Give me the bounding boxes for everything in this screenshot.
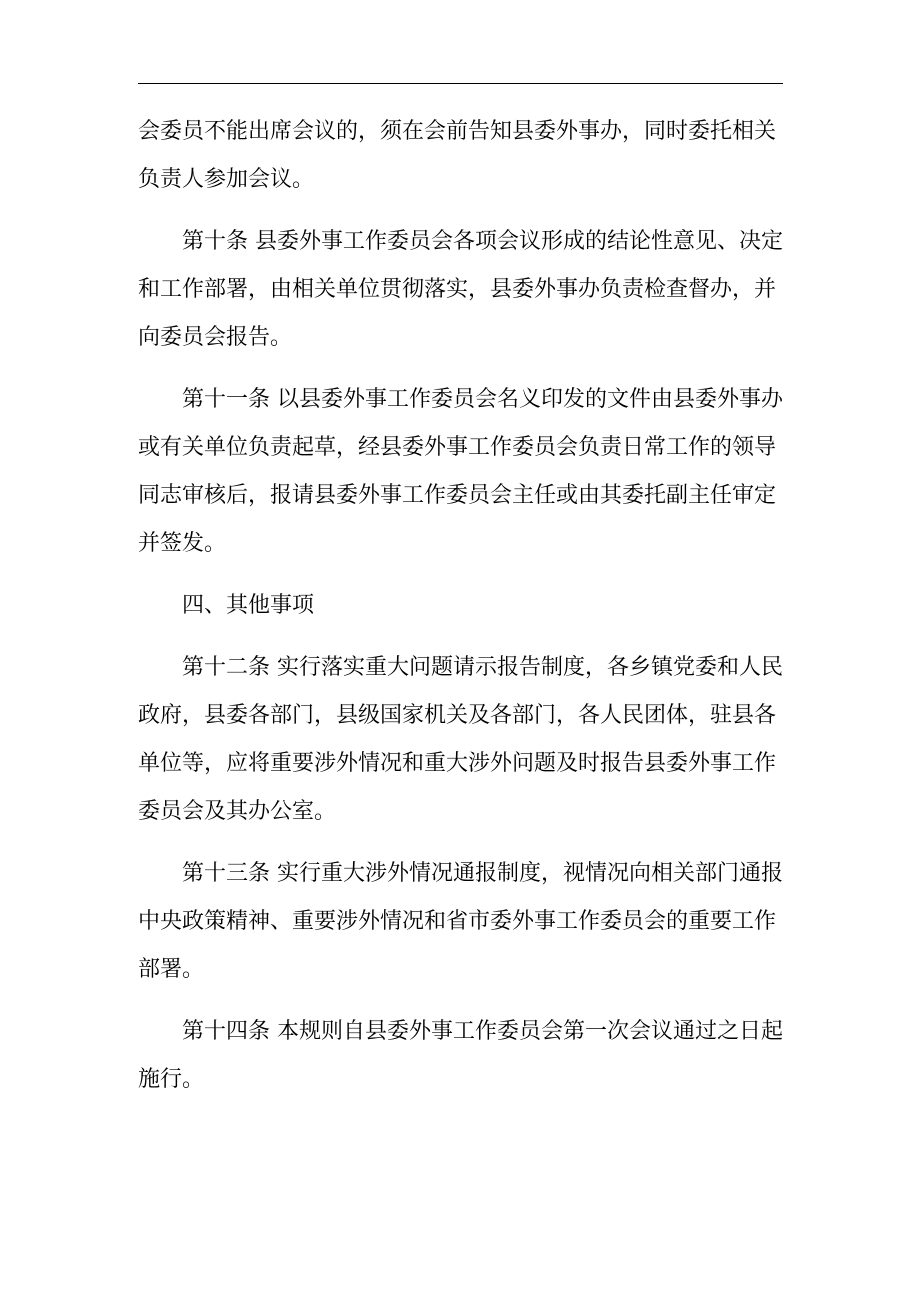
paragraph-article-13: [138, 850, 783, 994]
paragraph-article-10: [138, 218, 783, 362]
text-line: 第十一条 以县委外事工作委员会名义印发的文件由县委外事办: [182, 387, 783, 412]
text-line: 部署。: [138, 957, 205, 982]
section-heading-text: 四、其他事项: [182, 593, 315, 618]
text-line: 负责人参加会议。: [138, 167, 315, 192]
text-line: 中央政策精神、重要涉外情况和省市委外事工作委员会的重要工作: [138, 909, 777, 934]
text-line: 单位等，应将重要涉外情况和重大涉外问题及时报告县委外事工作: [138, 751, 777, 776]
text-line: 第十三条 实行重大涉外情况通报制度，视情况向相关部门通报: [182, 861, 783, 886]
text-line: 和工作部署，由相关单位贯彻落实，县委外事办负责检查督办，并: [138, 277, 777, 302]
paragraph-article-11: [138, 376, 783, 568]
document-body: [138, 108, 783, 1118]
text-line: 或有关单位负责起草，经县委外事工作委员会负责日常工作的领导: [138, 435, 777, 460]
text-line: 并签发。: [138, 531, 227, 556]
text-line: 第十四条 本规则自县委外事工作委员会第一次会议通过之日起: [182, 1019, 783, 1044]
paragraph-article-12: [138, 644, 783, 836]
header-rule: [138, 83, 783, 84]
paragraph-article-14: [138, 1008, 783, 1104]
text-line: 第十二条 实行落实重大问题请示报告制度，各乡镇党委和人民: [182, 655, 783, 680]
text-line: 向委员会报告。: [138, 325, 293, 350]
section-heading: [138, 582, 783, 630]
text-line: 第十条 县委外事工作委员会各项会议形成的结论性意见、决定: [182, 229, 783, 254]
text-line: 委员会及其办公室。: [138, 799, 337, 824]
text-line: 政府，县委各部门，县级国家机关及各部门，各人民团体，驻县各: [138, 703, 777, 728]
text-line: 会委员不能出席会议的，须在会前告知县委外事办，同时委托相关: [138, 119, 777, 144]
text-line: 同志审核后，报请县委外事工作委员会主任或由其委托副主任审定: [138, 483, 777, 508]
paragraph-continuation: [138, 108, 783, 204]
text-line: 施行。: [138, 1067, 205, 1092]
